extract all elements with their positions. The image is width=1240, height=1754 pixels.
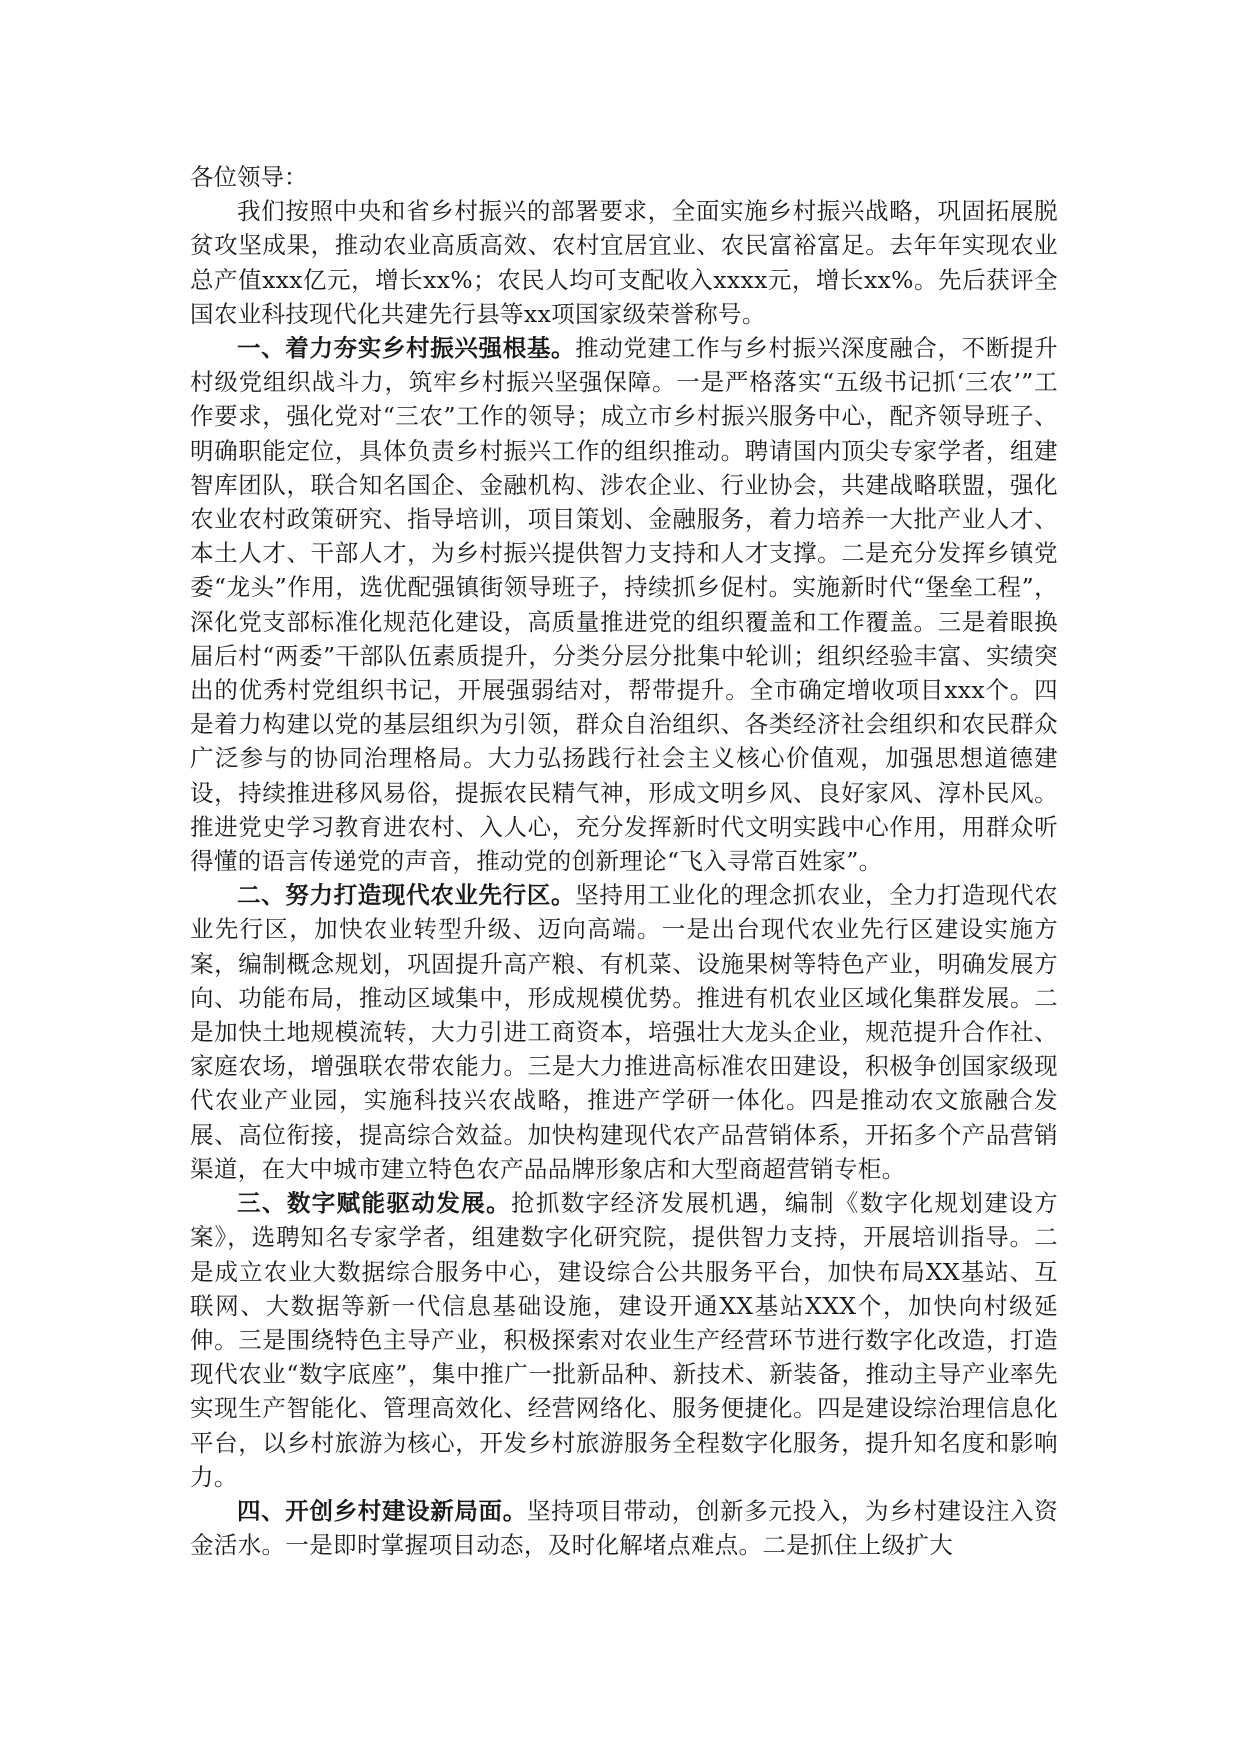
intro-paragraph	[190, 194, 1058, 331]
section-3-paragraph	[190, 1186, 1058, 1494]
section-2-text: 坚持用工业化的理念抓农业，全力打造现代农业先行区，加快农业转型升级、迈向高端。一是出台现代农业先行区建设实施方案，编制概念规划，巩固提升高产粮、有机菜、设施果树等特色产业，明确发展方向、功能布局，推动区域集中，形成规模优势。推进有机农业区域化集群发展。二是加快土地规模流转，大力引进工商资本，培强壮大龙头企业，规范提升合作社、家庭农场，增强联农带农能力。三是大力推进高标准农田建设，积极争创国家级现代农业产业园，实施科技兴农战略，推进产学研一体化。四是推动农文旅融合发展、高位衔接，提高综合效益。加快构建现代农产品营销体系，开拓多个产品营销渠道，在大中城市建立特色农产品品牌形象店和大型商超营销专柜。	[190, 881, 1058, 1183]
section-2-paragraph	[190, 878, 1058, 1186]
section-3-text: 抢抓数字经济发展机遇，编制《数字化规划建设方案》，选聘知名专家学者，组建数字化研究院，提供智力支持，开展培训指导。二是成立农业大数据综合服务中心，建设综合公共服务平台，加快布局XX基站、互联网、大数据等新一代信息基础设施，建设开通XX基站XXX个，加快向村级延伸。三是围绕特色主导产业，积极探索对农业生产经营环节进行数字化改造，打造现代农业“数字底座”，集中推广一批新品种、新技术、新装备，推动主导产业率先实现生产智能化、管理高效化、经营网络化、服务便捷化。四是建设综治理信息化平台，以乡村旅游为核心，开发乡村旅游服务全程数字化服务，提升知名度和影响力。	[190, 1189, 1058, 1491]
section-4-paragraph	[190, 1494, 1058, 1562]
section-3-heading: 三、数字赋能驱动发展。	[237, 1189, 512, 1218]
document-page	[190, 160, 1058, 1562]
section-1-text: 推动党建工作与乡村振兴深度融合，不断提升村级党组织战斗力，筑牢乡村振兴坚强保障。一是严格落实“五级书记抓‘三农’”工作要求，强化党对“三农”工作的领导；成立市乡村振兴服务中心，配齐领导班子、明确职能定位，具体负责乡村振兴工作的组织推动。聘请国内顶尖专家学者，组建智库团队，联合知名国企、金融机构、涉农企业、行业协会，共建战略联盟，强化农业农村政策研究、指导培训，项目策划、金融服务，着力培养一大批产业人才、本土人才、干部人才，为乡村振兴提供智力支持和人才支撑。二是充分发挥乡镇党委“龙头”作用，选优配强镇街领导班子，持续抓乡促村。实施新时代“堡垒工程”，深化党支部标准化规范化建设，高质量推进党的组织覆盖和工作覆盖。三是着眼换届后村“两委”干部队伍素质提升，分类分层分批集中轮训；组织经验丰富、实绩突出的优秀村党组织书记，开展强弱结对，帮带提升。全市确定增收项目xxx个。四是着力构建以党的基层组织为引领，群众自治组织、各类经济社会组织和农民群众广泛参与的协同治理格局。大力弘扬践行社会主义核心价值观，加强思想道德建设，持续推进移风易俗，提振农民精气神，形成文明乡风、良好家风、淳朴民风。推进党史学习教育进农村、入人心，充分发挥新时代文明实践中心作用，用群众听得懂的语言传递党的声音，推动党的创新理论“飞入寻常百姓家”。	[190, 334, 1058, 876]
section-4-text: 坚持项目带动，创新多元投入，为乡村建设注入资金活水。一是即时掌握项目动态，及时化解堵点难点。二是抓住上级扩大	[190, 1496, 1058, 1560]
section-4-heading: 四、开创乡村建设新局面。	[237, 1496, 527, 1525]
salutation: 各位领导：	[190, 163, 308, 191]
section-2-heading: 二、努力打造现代农业先行区。	[237, 881, 576, 910]
section-1-heading: 一、着力夯实乡村振兴强根基。	[237, 334, 576, 363]
section-1-paragraph	[190, 331, 1058, 878]
intro-paragraph-text: 我们按照中央和省乡村振兴的部署要求，全面实施乡村振兴战略，巩固拓展脱贫攻坚成果，推动农业高质高效、农村宜居宜业、农民富裕富足。去年年实现农业总产值xxx亿元，增长xx%；农民人均可支配收入xxxx元，增长xx%。先后获评全国农业科技现代化共建先行县等xx项国家级荣誉称号。	[190, 197, 1058, 328]
